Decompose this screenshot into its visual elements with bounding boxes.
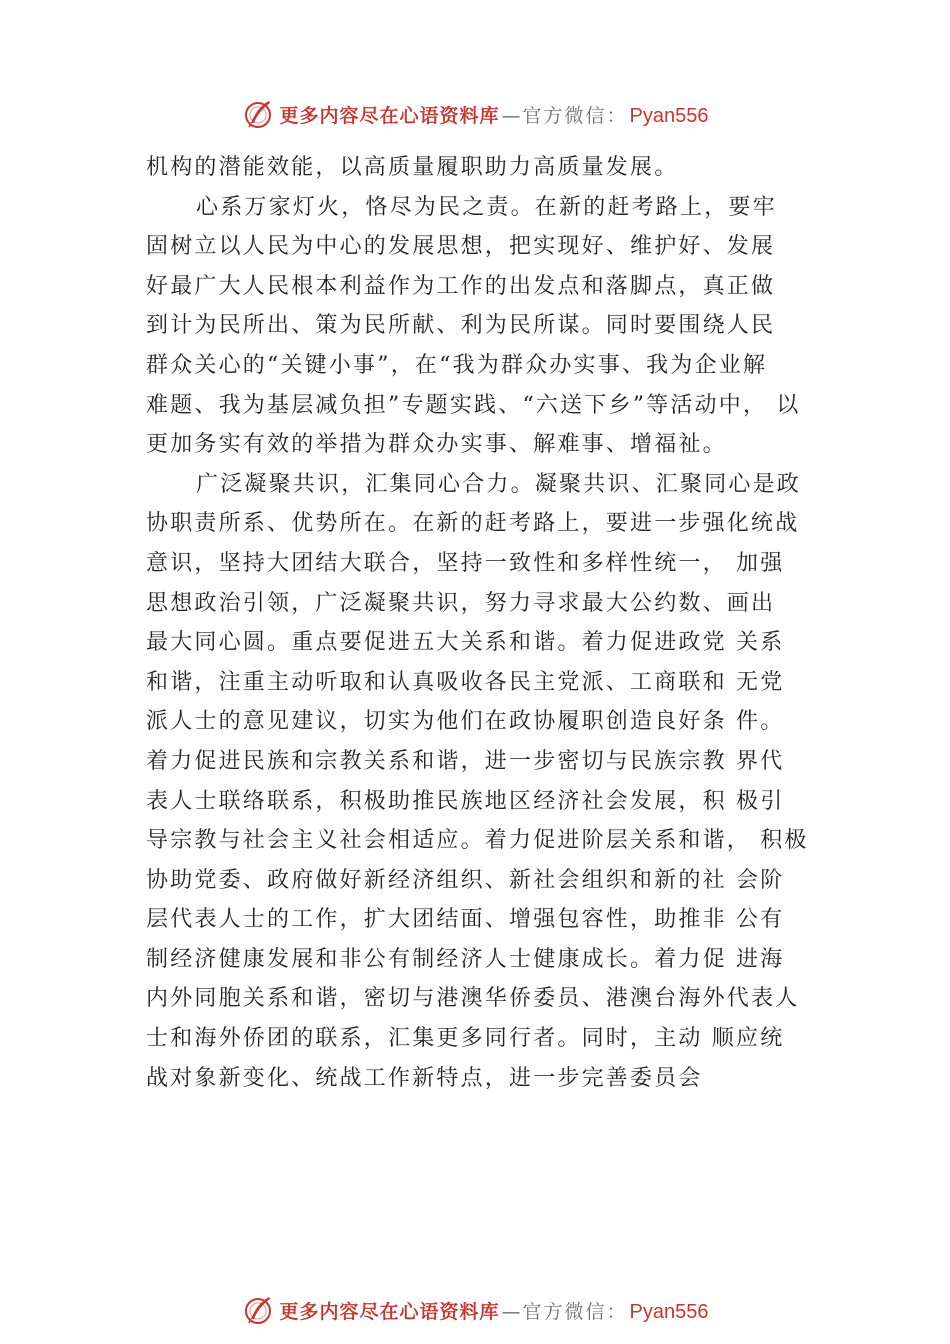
footer-banner — [0, 1290, 950, 1330]
text-line: 好最广大人民根本利益作为工作的出发点和落脚点，真正做 — [146, 273, 776, 299]
text-line: 协助党委、政府做好新经济组织、新社会组织和新的社 会阶 — [146, 867, 785, 893]
text-line: 战对象新变化、统战工作新特点，进一步完善委员会 — [146, 1065, 703, 1091]
text-line: 难题、我为基层减负担”专题实践、“六送下乡”等活动中， 以 — [146, 392, 801, 418]
quill-logo-icon — [242, 98, 274, 130]
text-line: 协职责所系、优势所在。在新的赶考路上，要进一步强化统战 — [146, 511, 800, 537]
text-line: 派人士的意见建议，切实为他们在政协履职创造良好条 件。 — [146, 709, 785, 735]
paragraph-start-line: 心系万家灯火，恪尽为民之责。在新的赶考路上，要牢 — [196, 194, 777, 220]
paragraph-start-line: 广泛凝聚共识，汇集同心合力。凝聚共识、汇聚同心是政 — [196, 471, 802, 497]
text-line: 士和海外侨团的联系，汇集更多同行者。同时，主动 顺应统 — [146, 1026, 785, 1052]
header-label: 官方微信： — [522, 104, 628, 127]
footer-label: 官方微信： — [522, 1300, 628, 1323]
header-text — [280, 101, 709, 128]
document-body — [146, 148, 836, 1098]
text-line: 着力促进民族和宗教关系和谐，进一步密切与民族宗教 界代 — [146, 748, 785, 774]
text-line: 层代表人士的工作，扩大团结面、增强包容性，助推非 公有 — [146, 907, 785, 933]
header-banner — [0, 94, 950, 134]
header-brand: 更多内容尽在心语资料库 — [279, 104, 500, 127]
text-line: 表人士联络联系，积极助推民族地区经济社会发展，积 极引 — [146, 788, 785, 814]
text-line: 思想政治引领，广泛凝聚共识，努力寻求最大公约数、画出 — [146, 590, 776, 616]
footer-text — [280, 1297, 709, 1324]
header-separator: — — [501, 104, 521, 127]
text-line: 机构的潜能效能，以高质量履职助力高质量发展。 — [146, 155, 679, 180]
text-line: 到计为民所出、策为民所献、利为民所谋。同时要围绕人民 — [146, 313, 776, 339]
text-line: 固树立以人民为中心的发展思想，把实现好、维护好、发展 — [146, 234, 776, 260]
text-line: 和谐，注重主动听取和认真吸收各民主党派、工商联和 无党 — [146, 669, 785, 695]
text-line: 更加务实有效的举措为群众办实事、解难事、增福祉。 — [146, 432, 727, 458]
footer-brand: 更多内容尽在心语资料库 — [279, 1300, 500, 1323]
text-line: 群众关心的“关键小事”，在“我为群众办实事、我为企业解 — [146, 352, 768, 378]
footer-account: Pyan556 — [629, 1300, 709, 1323]
text-line: 意识，坚持大团结大联合，坚持一致性和多样性统一， 加强 — [146, 550, 785, 576]
text-line: 导宗教与社会主义社会相适应。着力促进阶层关系和谐， 积极 — [146, 828, 809, 854]
text-line: 制经济健康发展和非公有制经济人士健康成长。着力促 进海 — [146, 946, 785, 972]
text-line: 内外同胞关系和谐，密切与港澳华侨委员、港澳台海外代表人 — [146, 986, 800, 1012]
quill-logo-icon — [242, 1294, 274, 1326]
header-account: Pyan556 — [629, 104, 709, 127]
footer-separator: — — [501, 1300, 521, 1323]
text-line: 最大同心圆。重点要促进五大关系和谐。着力促进政党 关系 — [146, 630, 785, 656]
